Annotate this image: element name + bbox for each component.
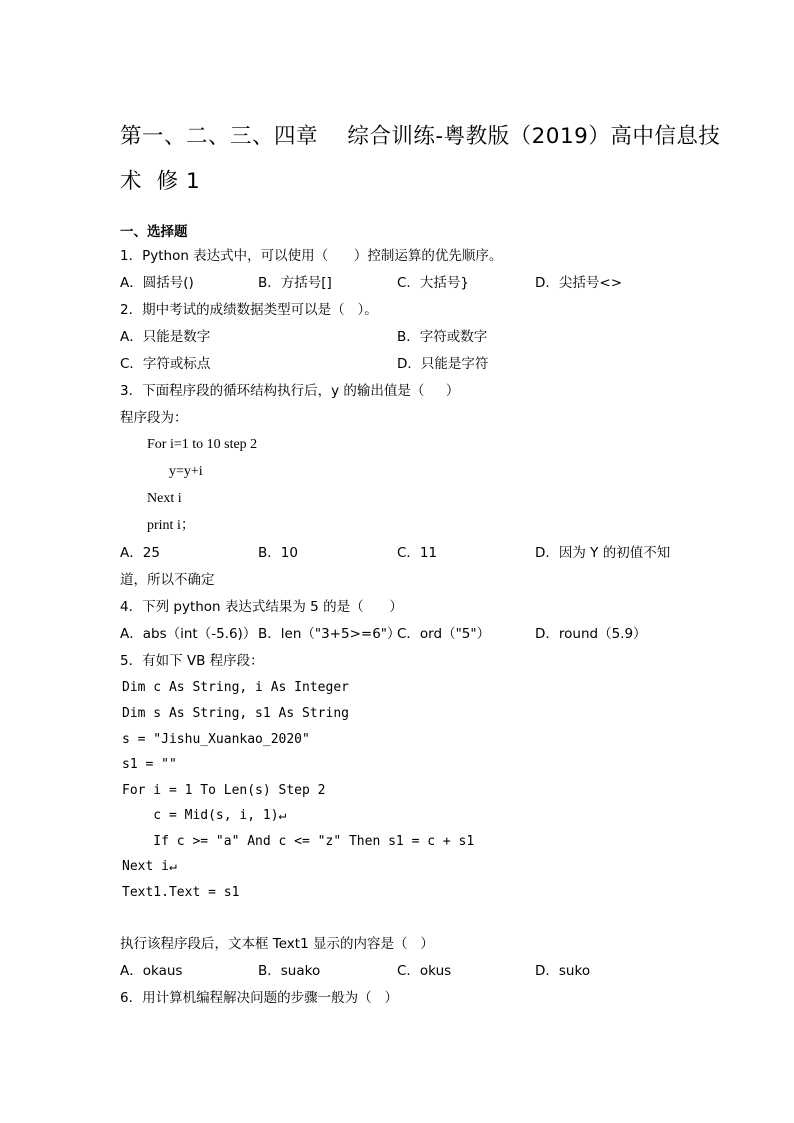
q3-option-a: A．25 (120, 545, 160, 561)
q5-option-b: B．suako (258, 963, 321, 979)
q2-stem: 2．期中考试的成绩数据类型可以是（ ）。 (120, 302, 378, 318)
q1-option-c: C．大括号} (397, 275, 470, 291)
document-title-line2: 术 修 1 (120, 169, 201, 194)
q2-option-b: B．字符或数字 (397, 329, 488, 345)
q6-stem: 6．用计算机编程解决问题的步骤一般为（ ） (120, 990, 398, 1006)
q5-code-line: Text1.Text = s1 (122, 885, 240, 900)
q5-code-line: s1 = "" (122, 757, 177, 772)
section-heading: 一、选择题 (120, 224, 188, 240)
q5-code-line: Dim s As String, s1 As String (122, 706, 349, 721)
q5-after-text: 执行该程序段后，文本框 Text1 显示的内容是（ ） (120, 936, 434, 952)
q2-option-d: D．只能是字符 (397, 356, 489, 372)
q5-code-line: c = Mid(s, i, 1)↵ (122, 808, 287, 823)
q1-option-b: B．方括号[] (258, 275, 332, 291)
q3-code-line: print i； (147, 518, 195, 533)
document-title-line1: 第一、二、三、四章 综合训练-粤教版（2019）高中信息技 (120, 124, 721, 149)
q3-option-b: B．10 (258, 545, 298, 561)
q4-option-a: A．abs（int（-5.6)） (120, 626, 257, 642)
q5-code-line: Next i↵ (122, 859, 177, 874)
q3-code-line: y=y+i (169, 464, 203, 479)
q1-option-d: D．尖括号<> (535, 275, 623, 291)
q3-option-d: D．因为 Y 的初值不知 (535, 545, 671, 561)
q4-option-c: C．ord（"5"） (397, 626, 491, 642)
q2-option-a: A．只能是数字 (120, 329, 211, 345)
q3-code-line: For i=1 to 10 step 2 (147, 437, 258, 452)
q5-code-line: s = "Jishu_Xuankao_2020" (122, 732, 310, 747)
q5-code-line: For i = 1 To Len(s) Step 2 (122, 783, 326, 798)
q1-stem: 1．Python 表达式中，可以使用（ ）控制运算的优先顺序。 (120, 248, 503, 264)
q5-option-a: A．okaus (120, 963, 183, 979)
q3-stem: 3．下面程序段的循环结构执行后，y 的输出值是（ ） (120, 383, 460, 399)
q3-option-c: C．11 (397, 545, 438, 561)
q5-option-c: C．okus (397, 963, 452, 979)
q4-option-d: D．round（5.9） (535, 626, 647, 642)
q4-option-b: B．len（"3+5>=6"） (258, 626, 401, 642)
q4-stem: 4．下列 python 表达式结果为 5 的是（ ） (120, 599, 403, 615)
q3-code-line: Next i (147, 491, 182, 506)
q5-code-line: Dim c As String, i As Integer (122, 680, 349, 695)
q1-option-a: A．圆括号() (120, 275, 194, 291)
q5-code-line: If c >= "a" And c <= "z" Then s1 = c + s1 (122, 834, 475, 849)
q5-stem: 5．有如下 VB 程序段： (120, 653, 264, 669)
q3-option-d-continued: 道，所以不确定 (120, 572, 215, 588)
q5-option-d: D．suko (535, 963, 591, 979)
q3-intro: 程序段为： (120, 410, 188, 426)
q2-option-c: C．字符或标点 (120, 356, 211, 372)
